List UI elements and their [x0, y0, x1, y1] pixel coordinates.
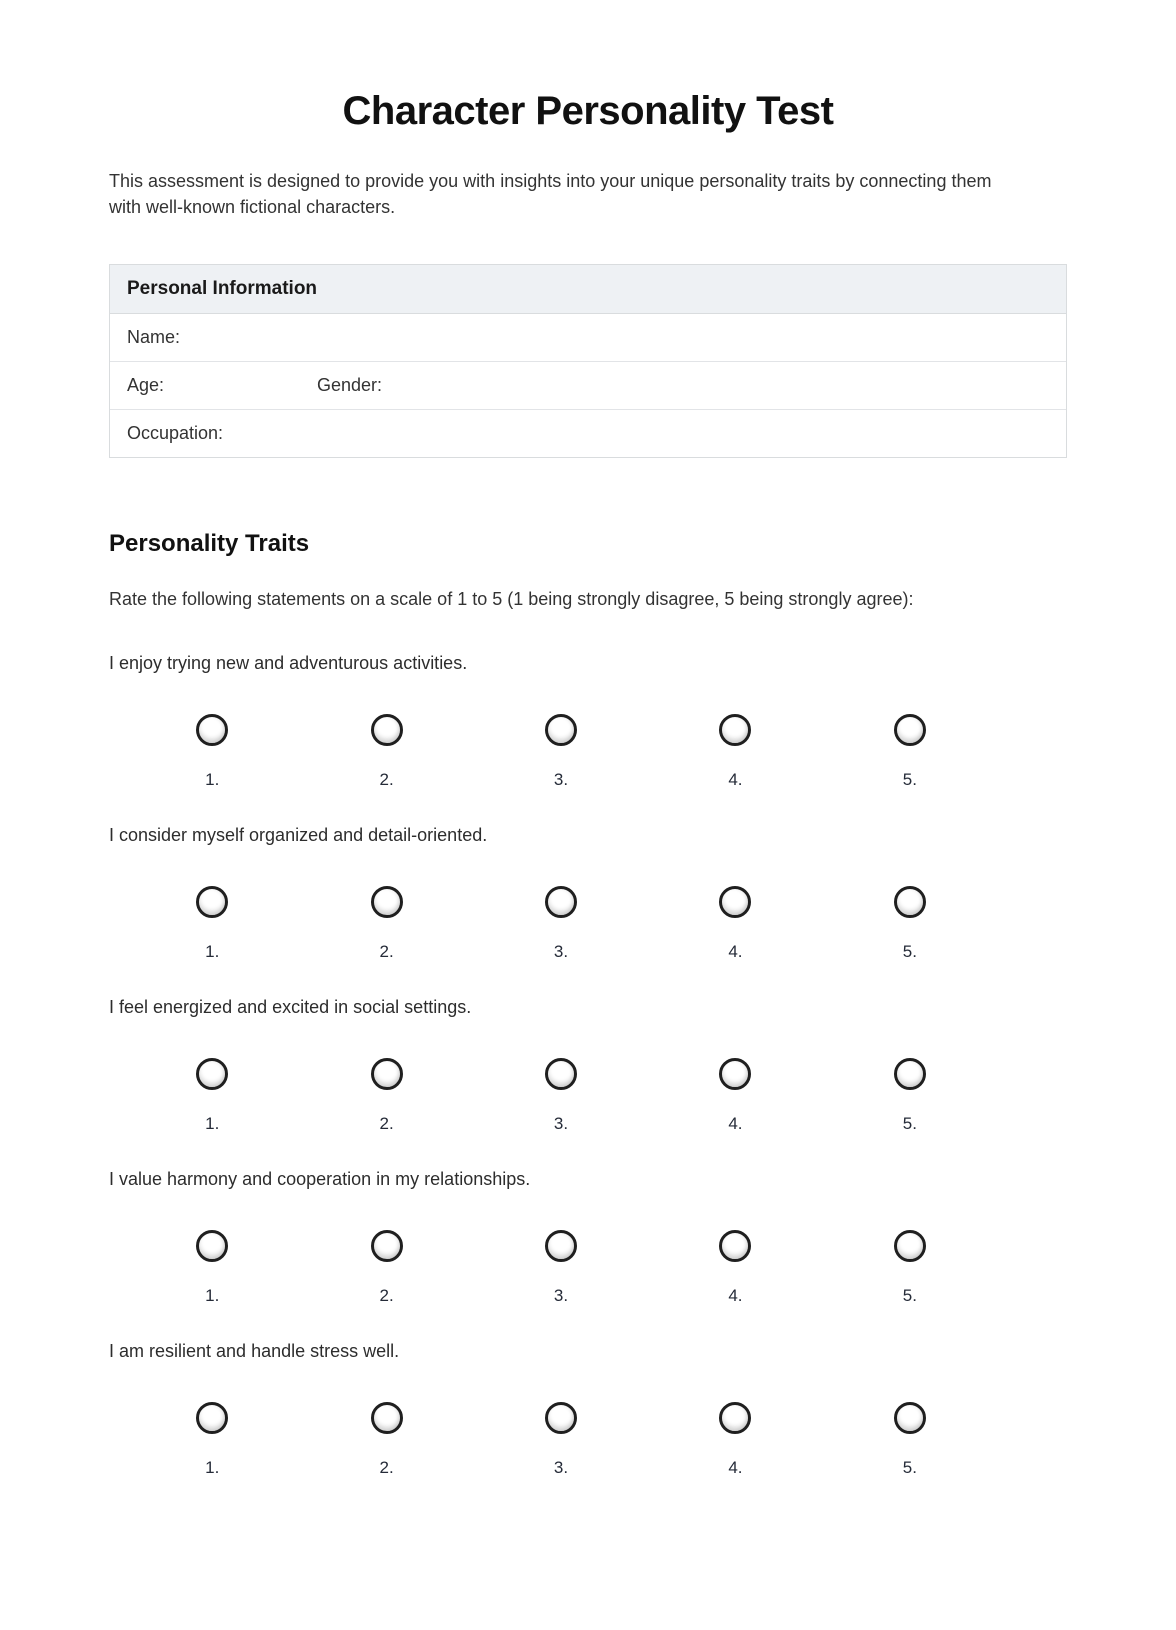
rating-option-4 [648, 1230, 822, 1262]
question-block [109, 1340, 1067, 1478]
radio-button-icon[interactable] [719, 886, 751, 918]
radio-button-icon[interactable] [545, 1058, 577, 1090]
rating-label: 5. [902, 1286, 917, 1305]
rating-label: 5. [902, 1114, 917, 1133]
rating-label: 4. [728, 1458, 743, 1477]
rating-label: 5. [902, 942, 917, 961]
radio-button-icon[interactable] [894, 886, 926, 918]
rating-labels-row [109, 1114, 1067, 1134]
rating-option-3 [474, 1230, 648, 1262]
traits-section-heading: Personality Traits [109, 530, 310, 557]
rating-label: 1. [205, 1114, 220, 1133]
radio-button-icon[interactable] [545, 886, 577, 918]
rating-label: 3. [553, 1114, 569, 1133]
rating-option-5 [823, 714, 997, 746]
intro-text: This assessment is designed to provide you with insights into your unique personality traits by connecting them with well-known fictional characters. [109, 171, 992, 217]
question-block [109, 652, 1067, 790]
gender-label: Gender: [317, 375, 383, 395]
radio-button-icon[interactable] [545, 714, 577, 746]
rating-label: 3. [553, 1458, 569, 1477]
rating-option-1 [125, 1230, 299, 1262]
rating-options-row [109, 886, 1067, 918]
rating-label: 2. [379, 942, 394, 961]
radio-button-icon[interactable] [196, 714, 228, 746]
rating-label: 2. [379, 1286, 394, 1305]
rating-option-5 [823, 1230, 997, 1262]
rating-option-4 [648, 886, 822, 918]
rating-options-row [109, 1058, 1067, 1090]
rating-instructions: Rate the following statements on a scale of 1 to 5 (1 being strongly disagree, 5 being strongly agree): [109, 589, 914, 609]
rating-label: 4. [728, 1286, 743, 1305]
rating-option-1 [125, 1058, 299, 1090]
document-page [109, 0, 1067, 1478]
question-text: I feel energized and excited in social settings. [109, 997, 472, 1017]
rating-label: 3. [553, 942, 569, 961]
rating-option-1 [125, 886, 299, 918]
rating-label: 3. [553, 770, 569, 789]
radio-button-icon[interactable] [545, 1402, 577, 1434]
rating-option-5 [823, 886, 997, 918]
name-field-row[interactable] [110, 314, 1066, 362]
radio-button-icon[interactable] [545, 1230, 577, 1262]
rating-label: 2. [379, 770, 394, 789]
rating-label: 4. [728, 770, 743, 789]
radio-button-icon[interactable] [196, 886, 228, 918]
rating-label: 3. [553, 1286, 569, 1305]
rating-option-3 [474, 1058, 648, 1090]
rating-label: 1. [205, 1458, 220, 1477]
rating-label: 1. [205, 1286, 220, 1305]
radio-button-icon[interactable] [719, 1058, 751, 1090]
rating-label: 4. [728, 942, 743, 961]
rating-option-2 [299, 1058, 473, 1090]
rating-options-row [109, 714, 1067, 746]
occupation-label: Occupation: [127, 423, 224, 443]
rating-option-4 [648, 1058, 822, 1090]
rating-label: 5. [902, 1458, 917, 1477]
radio-button-icon[interactable] [371, 1230, 403, 1262]
radio-button-icon[interactable] [371, 1402, 403, 1434]
radio-button-icon[interactable] [894, 1230, 926, 1262]
rating-option-5 [823, 1402, 997, 1434]
questions-list [109, 652, 1067, 1478]
rating-labels-row [109, 1286, 1067, 1306]
radio-button-icon[interactable] [894, 1402, 926, 1434]
radio-button-icon[interactable] [719, 1230, 751, 1262]
page-title: Character Personality Test [342, 89, 834, 133]
question-text: I am resilient and handle stress well. [109, 1341, 400, 1361]
question-text: I consider myself organized and detail-oriented. [109, 825, 488, 845]
radio-button-icon[interactable] [894, 714, 926, 746]
rating-option-3 [474, 1402, 648, 1434]
rating-labels-row [109, 942, 1067, 962]
radio-button-icon[interactable] [196, 1058, 228, 1090]
question-text: I value harmony and cooperation in my relationships. [109, 1169, 531, 1189]
rating-option-4 [648, 714, 822, 746]
personal-info-table [109, 264, 1067, 458]
rating-labels-row [109, 770, 1067, 790]
rating-label: 1. [205, 770, 220, 789]
rating-options-row [109, 1230, 1067, 1262]
rating-option-1 [125, 714, 299, 746]
rating-option-4 [648, 1402, 822, 1434]
radio-button-icon[interactable] [371, 1058, 403, 1090]
rating-options-row [109, 1402, 1067, 1434]
rating-option-2 [299, 1402, 473, 1434]
rating-label: 2. [379, 1114, 394, 1133]
occupation-field-row[interactable] [110, 410, 1066, 457]
radio-button-icon[interactable] [196, 1402, 228, 1434]
age-label: Age: [127, 375, 165, 395]
question-block [109, 996, 1067, 1134]
rating-option-1 [125, 1402, 299, 1434]
rating-label: 1. [205, 942, 220, 961]
age-gender-row[interactable] [110, 362, 1066, 410]
radio-button-icon[interactable] [719, 1402, 751, 1434]
rating-label: 4. [728, 1114, 743, 1133]
question-text: I enjoy trying new and adventurous activities. [109, 653, 468, 673]
rating-option-5 [823, 1058, 997, 1090]
rating-option-2 [299, 1230, 473, 1262]
rating-label: 2. [379, 1458, 394, 1477]
rating-labels-row [109, 1458, 1067, 1478]
rating-option-3 [474, 714, 648, 746]
rating-option-2 [299, 886, 473, 918]
radio-button-icon[interactable] [719, 714, 751, 746]
personal-info-header: Personal Information [110, 265, 1066, 314]
rating-option-2 [299, 714, 473, 746]
radio-button-icon[interactable] [371, 714, 403, 746]
rating-option-3 [474, 886, 648, 918]
name-label: Name: [127, 327, 181, 347]
rating-label: 5. [902, 770, 917, 789]
radio-button-icon[interactable] [894, 1058, 926, 1090]
radio-button-icon[interactable] [196, 1230, 228, 1262]
question-block [109, 824, 1067, 962]
radio-button-icon[interactable] [371, 886, 403, 918]
question-block [109, 1168, 1067, 1306]
